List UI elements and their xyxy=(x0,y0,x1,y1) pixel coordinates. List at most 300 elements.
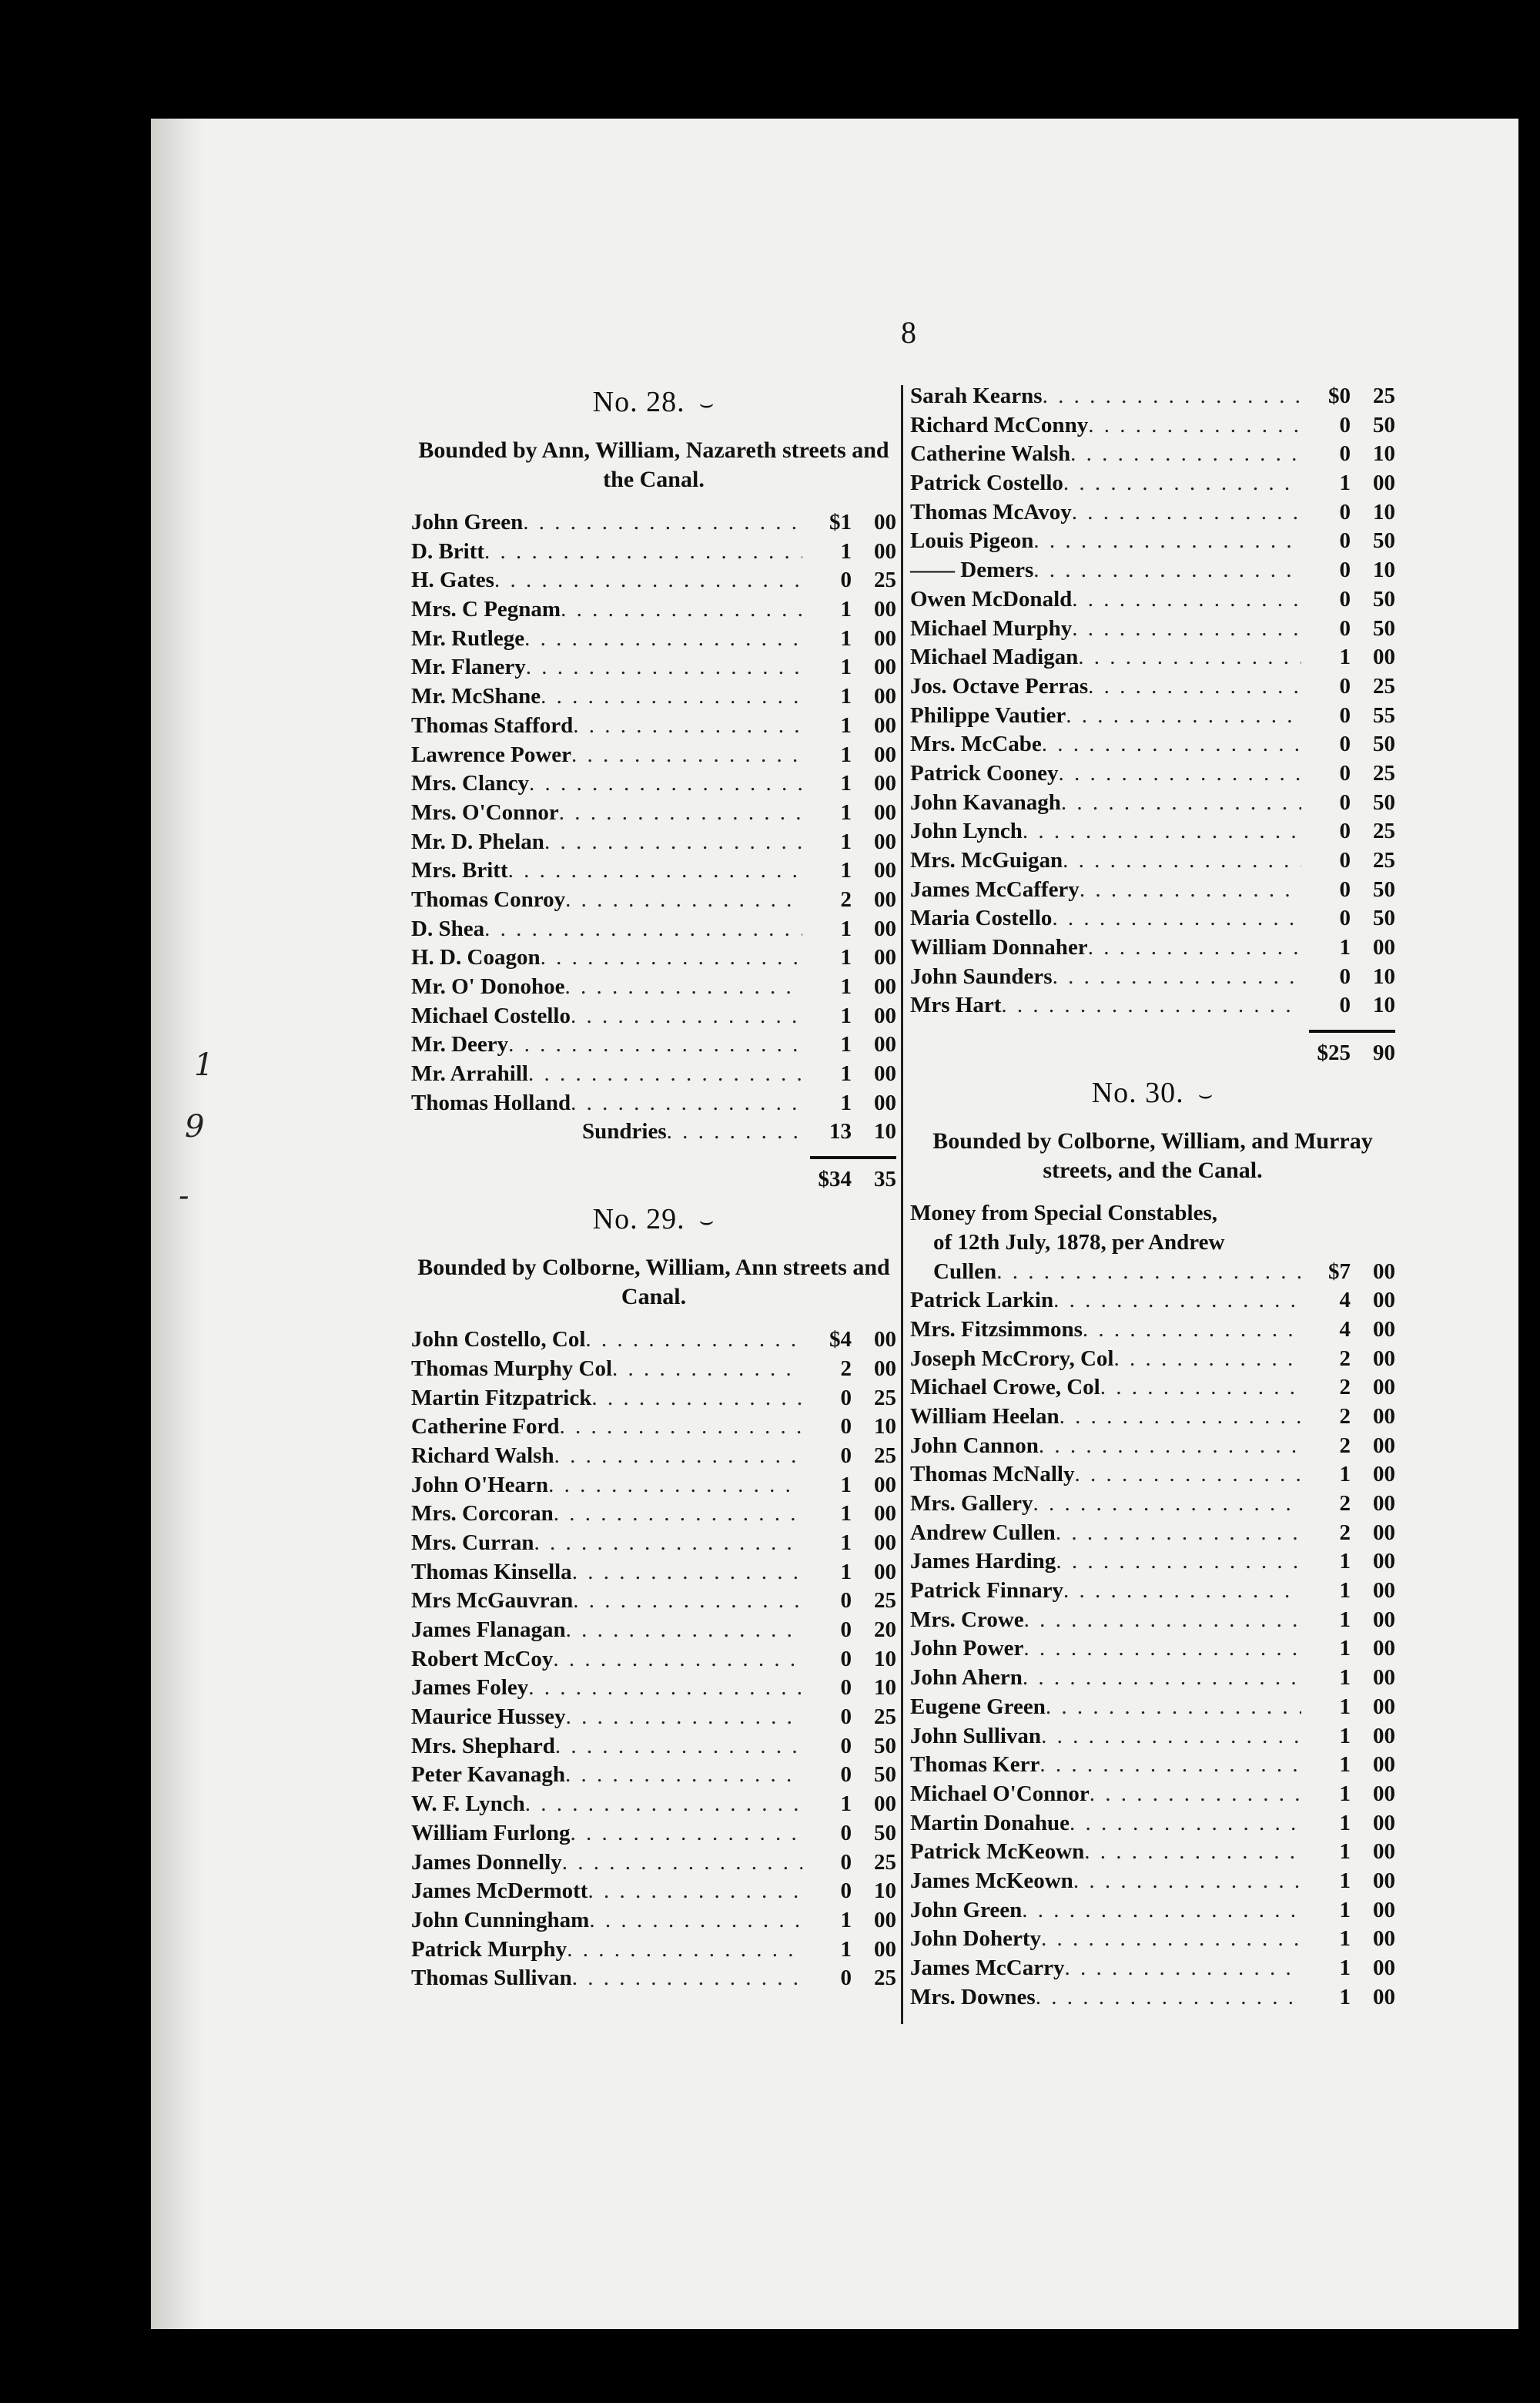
ledger-row xyxy=(411,1819,896,1848)
ledger-row xyxy=(910,1693,1395,1722)
ledger-row xyxy=(411,625,896,654)
ledger-row xyxy=(910,789,1395,818)
amount-dollars: 1 xyxy=(840,655,852,680)
amount-cents: 50 xyxy=(1373,876,1395,902)
contributor-name: D. Britt xyxy=(411,538,485,564)
contributor-name: Mr. McShane xyxy=(411,684,541,709)
sundries-label: Sundries xyxy=(582,1119,667,1145)
leader-dots xyxy=(1072,498,1301,528)
amount-dollars: 0 xyxy=(1339,528,1351,554)
leader-dots xyxy=(548,1471,802,1500)
amount-dollars: 1 xyxy=(1339,1607,1351,1632)
contributor-name: James McKeown xyxy=(910,1868,1073,1893)
contributor-name: Richard McConny xyxy=(910,412,1089,437)
amount-dollars: 4 xyxy=(1339,1316,1351,1342)
leader-dots xyxy=(561,595,802,625)
leader-dots xyxy=(534,1529,802,1558)
contributor-name: Mrs. O'Connor xyxy=(411,799,559,825)
amount-cents: 10 xyxy=(1373,558,1395,583)
ledger-row xyxy=(910,846,1395,876)
leader-dots xyxy=(529,769,802,799)
amount-dollars: 0 xyxy=(840,1849,852,1875)
leader-dots xyxy=(523,508,802,538)
ledger-row xyxy=(910,527,1395,556)
ledger-row xyxy=(411,741,896,770)
contributor-name: —— Demers xyxy=(910,558,1034,583)
amount-dollars: 1 xyxy=(1339,1956,1351,1981)
amount-cents: 10 xyxy=(1373,993,1395,1018)
leader-dots xyxy=(484,915,802,944)
leader-dots xyxy=(1070,1809,1301,1838)
contributor-name: William Heelan xyxy=(910,1403,1060,1429)
ledger-row xyxy=(910,1345,1395,1374)
amount-cents: 00 xyxy=(874,1907,896,1932)
contributor-name: Mrs. Downes xyxy=(910,1984,1036,2009)
check-mark-icon: ⌣ xyxy=(698,1208,715,1235)
amount-cents: 00 xyxy=(1373,1316,1395,1342)
leader-dots xyxy=(562,1848,802,1878)
ledger-row xyxy=(411,1587,896,1616)
amount-cents: 25 xyxy=(874,1443,896,1468)
ledger-row xyxy=(910,1780,1395,1809)
contributor-name: Catherine Ford xyxy=(411,1414,560,1439)
amount-cents: 00 xyxy=(874,1356,896,1381)
amount-cents: 00 xyxy=(1373,1926,1395,1952)
leader-dots xyxy=(1060,1403,1301,1432)
contributor-name: Mrs Hart xyxy=(910,993,1002,1018)
contributor-name: James Foley xyxy=(411,1675,529,1701)
ledger-row xyxy=(411,566,896,595)
ledger-row xyxy=(411,769,896,799)
contributor-name: Patrick Larkin xyxy=(910,1288,1054,1313)
column-divider xyxy=(901,385,903,2024)
ledger-row xyxy=(411,1848,896,1878)
contributor-name: Thomas Holland xyxy=(411,1090,571,1115)
amount-cents: 00 xyxy=(874,771,896,796)
leader-dots xyxy=(559,799,802,828)
amount-dollars: 1 xyxy=(1339,1868,1351,1893)
leader-dots xyxy=(1063,1577,1301,1606)
leader-dots xyxy=(1080,876,1301,905)
leader-dots xyxy=(1059,759,1302,789)
amount-cents: 50 xyxy=(1373,789,1395,815)
ledger-row xyxy=(910,1490,1395,1519)
leader-dots xyxy=(571,1089,802,1118)
contributor-name: Mr. D. Phelan xyxy=(411,829,544,854)
amount-cents: 50 xyxy=(1373,412,1395,437)
money-line-3 xyxy=(910,1258,1395,1287)
amount-dollars: 0 xyxy=(840,1414,852,1439)
amount-dollars: 1 xyxy=(840,1032,852,1057)
section-30-boundary: Bounded by Colborne, William, and Murray streets, and the Canal. xyxy=(932,1128,1373,1184)
amount-cents: 00 xyxy=(1373,1462,1395,1487)
section-29-total-dollars: $25 xyxy=(1317,1041,1351,1066)
amount-dollars: 0 xyxy=(840,1617,852,1642)
contributor-name: D. Shea xyxy=(411,916,485,941)
leader-dots xyxy=(1056,1519,1301,1548)
contributor-name: Louis Pigeon xyxy=(910,528,1034,554)
amount-dollars: 1 xyxy=(1339,1897,1351,1922)
amount-dollars: 1 xyxy=(1339,1578,1351,1604)
sundries-dollars: 13 xyxy=(829,1119,852,1145)
amount-cents: 00 xyxy=(874,1530,896,1555)
amount-cents: 10 xyxy=(874,1675,896,1701)
amount-cents: 00 xyxy=(1373,1491,1395,1517)
ledger-row xyxy=(411,1558,896,1587)
amount-cents: 00 xyxy=(1373,1956,1395,1981)
ledger-row xyxy=(910,1403,1395,1432)
ledger-row xyxy=(910,730,1395,759)
contributor-name: W. F. Lynch xyxy=(411,1791,525,1817)
amount-dollars: 0 xyxy=(840,1966,852,1991)
leader-dots xyxy=(571,1002,802,1031)
ledger-row xyxy=(411,856,896,886)
ledger-row xyxy=(910,1867,1395,1896)
section-28-boundary: Bounded by Ann, William, Nazareth streets and the Canal. xyxy=(418,437,889,492)
amount-dollars: 0 xyxy=(840,1820,852,1845)
ledger-row xyxy=(910,382,1395,411)
ledger-row xyxy=(910,817,1395,846)
contributor-name: Joseph McCrory, Col xyxy=(910,1346,1114,1371)
amount-cents: 00 xyxy=(1373,1723,1395,1748)
contributor-name: Lawrence Power xyxy=(411,742,572,767)
amount-cents: 25 xyxy=(1373,384,1395,408)
amount-cents: 25 xyxy=(874,1385,896,1410)
amount-cents: 50 xyxy=(874,1733,896,1758)
amount-dollars: 4 xyxy=(1339,1288,1351,1313)
amount-dollars: 1 xyxy=(1339,1549,1351,1574)
ledger-row xyxy=(411,1877,896,1906)
amount-dollars: 1 xyxy=(840,1559,852,1584)
money-cents: 00 xyxy=(1373,1258,1395,1284)
amount-dollars: 0 xyxy=(1339,819,1351,844)
amount-cents: 00 xyxy=(874,510,896,535)
amount-dollars: 0 xyxy=(1339,760,1351,786)
ledger-row xyxy=(411,1703,896,1732)
amount-dollars: 0 xyxy=(1339,499,1351,525)
ledger-row xyxy=(910,963,1395,992)
money-line-2: of 12th July, 1878, per Andrew xyxy=(933,1229,1225,1255)
amount-dollars: 1 xyxy=(840,945,852,970)
contributor-name: Mrs. Britt xyxy=(411,858,508,883)
leader-dots xyxy=(1072,615,1301,644)
section-30-list xyxy=(910,1286,1395,2012)
ledger-row xyxy=(411,943,896,973)
ledger-row xyxy=(411,508,896,538)
contributor-name: John Ahern xyxy=(910,1665,1023,1691)
amount-cents: 50 xyxy=(1373,528,1395,554)
amount-cents: 00 xyxy=(874,712,896,738)
amount-cents: 50 xyxy=(1373,615,1395,641)
amount-dollars: $0 xyxy=(1328,384,1351,408)
contributor-name: Patrick Cooney xyxy=(910,760,1059,786)
amount-dollars: 1 xyxy=(840,1530,852,1555)
amount-dollars: 1 xyxy=(840,1003,852,1028)
leader-dots xyxy=(1052,904,1301,933)
contributor-name: James Donnelly xyxy=(411,1849,562,1875)
amount-dollars: 2 xyxy=(1339,1491,1351,1517)
amount-cents: 00 xyxy=(874,742,896,767)
ledger-row xyxy=(411,1442,896,1471)
contributor-name: John Cunningham xyxy=(411,1907,590,1932)
leader-dots xyxy=(1023,817,1301,846)
section-28-total-cents: 35 xyxy=(874,1167,896,1192)
amount-dollars: 2 xyxy=(840,886,852,912)
amount-dollars: 0 xyxy=(840,1878,852,1904)
contributor-name: Mr. Deery xyxy=(411,1032,509,1057)
leader-dots xyxy=(554,1500,802,1529)
contributor-name: Mr. Flanery xyxy=(411,655,526,680)
amount-cents: 00 xyxy=(874,1559,896,1584)
amount-dollars: 1 xyxy=(1339,1752,1351,1778)
contributor-name: John Cannon xyxy=(910,1433,1039,1458)
amount-cents: 10 xyxy=(1373,499,1395,525)
amount-dollars: 1 xyxy=(1339,1926,1351,1952)
amount-cents: 50 xyxy=(1373,732,1395,757)
leader-dots xyxy=(1113,1345,1301,1374)
leader-dots xyxy=(554,1442,802,1471)
contributor-name: John Doherty xyxy=(910,1926,1041,1952)
leader-dots xyxy=(1072,585,1301,615)
amount-dollars: 0 xyxy=(1339,789,1351,815)
sundries-row xyxy=(411,1118,896,1147)
amount-cents: 25 xyxy=(1373,673,1395,699)
amount-cents: 00 xyxy=(874,1090,896,1115)
amount-cents: 00 xyxy=(874,1032,896,1057)
section-29-list xyxy=(411,1326,896,1993)
check-mark-icon: ⌣ xyxy=(1197,1082,1214,1108)
amount-dollars: $1 xyxy=(829,510,852,535)
amount-cents: 00 xyxy=(874,858,896,883)
ledger-row xyxy=(411,886,896,915)
amount-cents: 10 xyxy=(874,1878,896,1904)
leader-dots xyxy=(1033,1490,1301,1519)
amount-cents: 00 xyxy=(874,1472,896,1497)
section-heading-29 xyxy=(411,1195,896,1244)
ledger-row xyxy=(910,876,1395,905)
amount-cents: 50 xyxy=(1373,586,1395,612)
contributor-name: Mrs. Corcoran xyxy=(411,1501,554,1527)
amount-dollars: 0 xyxy=(840,1733,852,1758)
contributor-name: Maria Costello xyxy=(910,906,1053,931)
leader-dots xyxy=(996,1258,1301,1287)
ledger-row xyxy=(910,1896,1395,1925)
amount-dollars: 1 xyxy=(1339,1839,1351,1865)
contributor-name: Patrick Murphy xyxy=(411,1936,567,1962)
leader-dots xyxy=(1088,933,1301,963)
amount-cents: 25 xyxy=(1373,819,1395,844)
amount-cents: 10 xyxy=(874,1414,896,1439)
leader-dots xyxy=(1088,672,1301,702)
contributor-name: Patrick Finnary xyxy=(910,1578,1063,1604)
ledger-row xyxy=(910,1519,1395,1548)
amount-cents: 50 xyxy=(874,1762,896,1788)
amount-cents: 00 xyxy=(1373,1375,1395,1400)
contributor-name: Mrs McGauvran xyxy=(411,1588,574,1614)
amount-dollars: 2 xyxy=(1339,1403,1351,1429)
amount-dollars: 1 xyxy=(840,771,852,796)
leader-dots xyxy=(508,1031,802,1060)
ledger-row xyxy=(910,1751,1395,1780)
contributor-name: John Sullivan xyxy=(910,1723,1042,1748)
ledger-row xyxy=(411,1500,896,1529)
leader-dots xyxy=(1063,846,1301,876)
money-dollars: $7 xyxy=(1328,1258,1351,1284)
leader-dots xyxy=(560,1413,803,1442)
leader-dots xyxy=(573,712,802,741)
page-number: 8 xyxy=(901,315,916,350)
leader-dots xyxy=(1061,789,1301,818)
section-heading-28-text: No. 28. xyxy=(592,386,685,418)
amount-dollars: 1 xyxy=(840,597,852,622)
margin-mark-2: 9 xyxy=(185,1109,205,1145)
amount-dollars: 1 xyxy=(840,1907,852,1932)
amount-dollars: 2 xyxy=(1339,1433,1351,1458)
leader-dots xyxy=(484,538,802,567)
amount-cents: 00 xyxy=(1373,1984,1395,2009)
ledger-row xyxy=(411,1031,896,1060)
amount-cents: 25 xyxy=(874,1849,896,1875)
contributor-name: Mrs. C Pegnam xyxy=(411,597,561,622)
ledger-row xyxy=(411,1790,896,1819)
ledger-row xyxy=(411,1002,896,1031)
ledger-row xyxy=(411,799,896,828)
amount-dollars: 1 xyxy=(1339,1694,1351,1719)
amount-dollars: 0 xyxy=(1339,673,1351,699)
leader-dots xyxy=(565,973,802,1002)
leader-dots xyxy=(1065,1954,1302,1983)
amount-dollars: 1 xyxy=(840,829,852,854)
ledger-row xyxy=(411,1529,896,1558)
ledger-row xyxy=(910,469,1395,498)
ledger-row xyxy=(411,973,896,1002)
amount-dollars: 0 xyxy=(840,1588,852,1614)
amount-cents: 25 xyxy=(874,1966,896,1991)
contributor-name: Thomas McNally xyxy=(910,1462,1075,1487)
contributor-name: Thomas Sullivan xyxy=(411,1966,572,1991)
total-rule xyxy=(1309,1030,1395,1033)
ledger-row xyxy=(910,556,1395,585)
amount-dollars: 1 xyxy=(840,1472,852,1497)
ledger-row xyxy=(411,828,896,857)
ledger-row xyxy=(411,1413,896,1442)
contributor-name: Mrs. Clancy xyxy=(411,771,530,796)
ledger-row xyxy=(910,615,1395,644)
leader-dots xyxy=(1056,1547,1301,1577)
amount-dollars: 1 xyxy=(1339,1665,1351,1691)
ledger-row xyxy=(910,702,1395,731)
ledger-row xyxy=(411,1471,896,1500)
leader-dots xyxy=(1053,1286,1301,1315)
ledger-row xyxy=(910,1809,1395,1838)
leader-dots xyxy=(508,856,802,886)
leader-dots xyxy=(571,1819,802,1848)
leader-dots xyxy=(566,1616,802,1645)
ledger-row xyxy=(910,904,1395,933)
section-29-total-cents: 90 xyxy=(1373,1041,1395,1066)
leader-dots xyxy=(1084,1838,1301,1867)
amount-dollars: 0 xyxy=(1339,848,1351,873)
leader-dots xyxy=(1063,469,1301,498)
contributor-name: Michael Crowe, Col xyxy=(910,1375,1100,1400)
leader-dots xyxy=(524,625,802,654)
contributor-name: John Green xyxy=(910,1897,1023,1922)
section-29-total xyxy=(910,1037,1395,1068)
amount-cents: 00 xyxy=(874,1936,896,1962)
leader-dots xyxy=(1078,643,1301,672)
contributor-name: H. Gates xyxy=(411,568,494,593)
amount-cents: 55 xyxy=(1373,702,1395,728)
contributor-name: Mr. Arrahill xyxy=(411,1061,528,1087)
amount-cents: 10 xyxy=(1373,441,1395,467)
amount-dollars: 1 xyxy=(840,1936,852,1962)
section-28-total xyxy=(411,1164,896,1195)
ledger-row xyxy=(411,1060,896,1089)
amount-dollars: 2 xyxy=(1339,1375,1351,1400)
amount-dollars: 1 xyxy=(840,1501,852,1527)
amount-cents: 00 xyxy=(874,916,896,941)
amount-cents: 00 xyxy=(1373,1694,1395,1719)
amount-dollars: 1 xyxy=(1339,1462,1351,1487)
contributor-name: James Flanagan xyxy=(411,1617,566,1642)
leader-dots xyxy=(1053,963,1301,992)
amount-cents: 00 xyxy=(874,886,896,912)
total-rule xyxy=(810,1156,896,1159)
amount-cents: 00 xyxy=(1373,1403,1395,1429)
contributor-name: Thomas McAvoy xyxy=(910,499,1072,525)
ledger-row xyxy=(411,1935,896,1965)
contributor-name: Martin Fitzpatrick xyxy=(411,1385,592,1410)
ledger-row xyxy=(910,1373,1395,1403)
amount-cents: 25 xyxy=(1373,760,1395,786)
section-29-continued-list xyxy=(910,382,1395,1021)
amount-cents: 00 xyxy=(874,1501,896,1527)
ledger-row xyxy=(411,653,896,682)
amount-cents: 00 xyxy=(874,538,896,564)
contributor-name: Robert McCoy xyxy=(411,1646,554,1671)
amount-cents: 00 xyxy=(874,1327,896,1352)
leader-dots xyxy=(1022,1896,1301,1925)
amount-cents: 00 xyxy=(1373,1636,1395,1661)
leader-dots xyxy=(1041,1925,1301,1954)
ledger-row xyxy=(411,712,896,741)
ledger-row xyxy=(910,498,1395,528)
contributor-name: Michael Madigan xyxy=(910,645,1079,670)
leader-dots xyxy=(571,741,802,770)
amount-cents: 10 xyxy=(1373,964,1395,989)
ledger-row xyxy=(910,1925,1395,1954)
contributor-name: Mrs. Curran xyxy=(411,1530,534,1555)
contributor-name: Mrs. Crowe xyxy=(910,1607,1024,1632)
ledger-row xyxy=(910,1954,1395,1983)
contributor-name: James McCarry xyxy=(910,1956,1065,1981)
amount-cents: 10 xyxy=(874,1646,896,1671)
amount-dollars: 1 xyxy=(1339,1723,1351,1748)
ledger-row xyxy=(910,1286,1395,1315)
contributor-name: James McDermott xyxy=(411,1878,588,1904)
amount-cents: 00 xyxy=(874,829,896,854)
leader-dots xyxy=(573,1587,802,1616)
contributor-name: Maurice Hussey xyxy=(411,1704,566,1730)
leader-dots xyxy=(541,943,802,973)
ledger-row xyxy=(411,1089,896,1118)
amount-dollars: 0 xyxy=(1339,964,1351,989)
contributor-name: Thomas Kinsella xyxy=(411,1559,572,1584)
leader-dots xyxy=(494,566,802,595)
contributor-name: Philippe Vautier xyxy=(910,702,1066,728)
contributor-name: Michael Costello xyxy=(411,1003,571,1028)
amount-dollars: 1 xyxy=(840,712,852,738)
